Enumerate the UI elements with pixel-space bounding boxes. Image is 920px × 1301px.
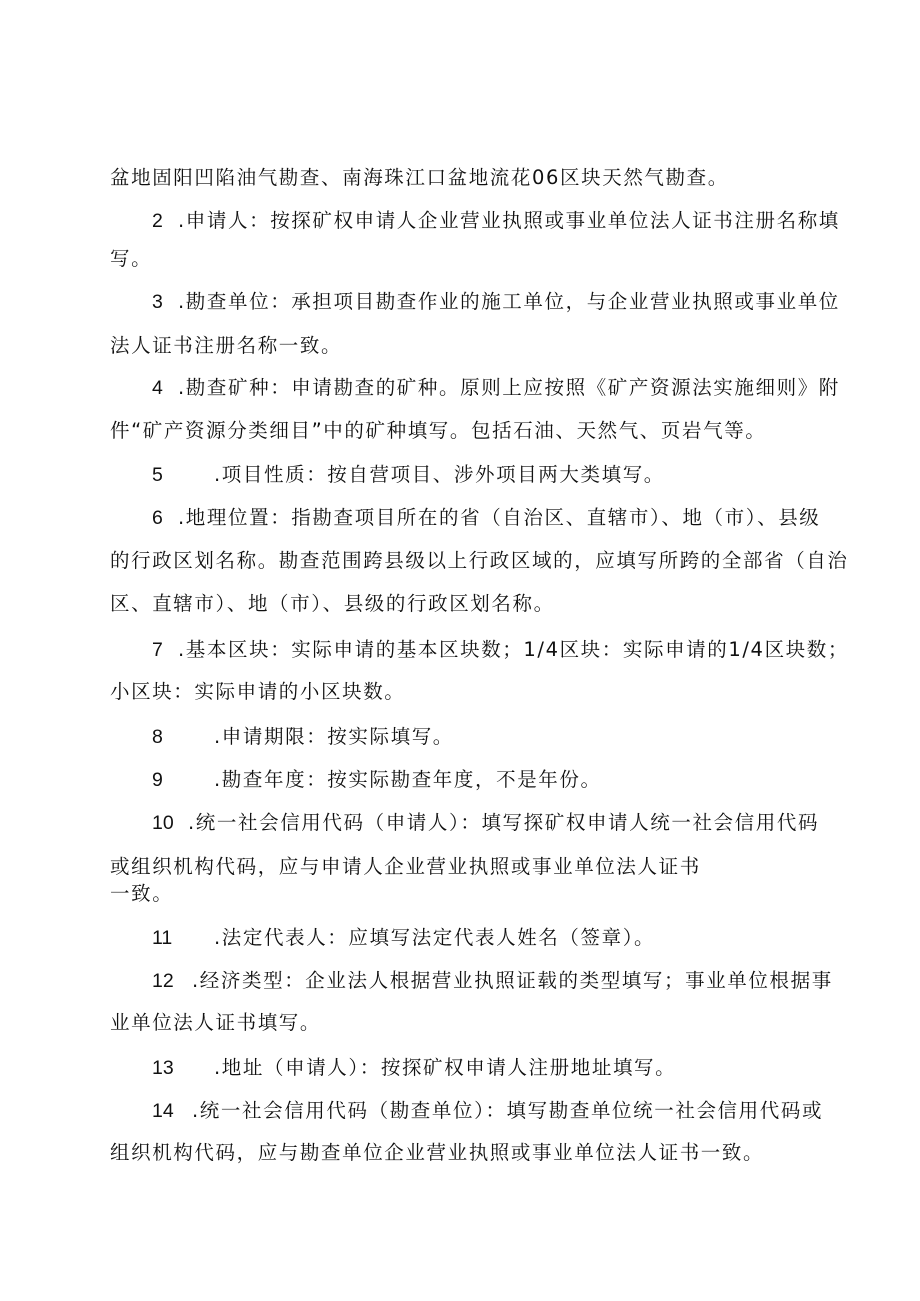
list-item-7	[152, 635, 849, 665]
text-line: 组织机构代码，应与勘查单位企业营业执照或事业单位法人证书一致。	[110, 1141, 765, 1164]
item-text: .申请期限：按实际填写。	[214, 725, 454, 748]
list-item-9	[152, 765, 602, 795]
list-item-10	[152, 808, 819, 838]
item-text: .基本区块：实际申请的基本区块数；1/4区块：实际申请的1/4区块数；	[178, 638, 849, 661]
list-item-12	[152, 966, 833, 996]
item-text: .地理位置：指勘查项目所在的省（自治区、直辖市）、地（市）、县级	[178, 506, 821, 529]
item-number: 11	[152, 927, 173, 949]
text-line: 一致。	[110, 882, 174, 905]
item-text: .勘查矿种：申请勘查的矿种。原则上应按照《矿产资源法实施细则》附	[178, 376, 840, 399]
list-item-4	[152, 373, 840, 403]
list-item-3	[152, 287, 840, 317]
item-text: .申请人：按探矿权申请人企业营业执照或事业单位法人证书注册名称填	[178, 209, 840, 232]
list-item-6	[152, 503, 820, 533]
item-text: .项目性质：按自营项目、涉外项目两大类填写。	[214, 463, 665, 486]
item-number: 7	[152, 639, 163, 661]
item-number: 9	[152, 769, 163, 791]
item-text: .勘查年度：按实际勘查年度，不是年份。	[214, 768, 602, 791]
item-text: .统一社会信用代码（申请人）：填写探矿权申请人统一社会信用代码	[188, 811, 820, 834]
item-number: 14	[152, 1100, 174, 1122]
text-line: 业单位法人证书填写。	[110, 1011, 322, 1034]
item-number: 8	[152, 726, 163, 748]
list-item-13	[152, 1053, 676, 1083]
item-number: 4	[152, 377, 163, 399]
item-number: 6	[152, 507, 163, 529]
list-item-2	[152, 206, 840, 236]
item-number: 12	[152, 970, 174, 992]
text-line: 写。	[110, 247, 153, 270]
item-text: .法定代表人：应填写法定代表人姓名（签章）。	[214, 926, 656, 949]
item-text: .统一社会信用代码（勘查单位）：填写勘查单位统一社会信用代码或	[192, 1099, 824, 1122]
list-item-5	[152, 460, 665, 490]
text-line: 件“矿产资源分类细目”中的矿种填写。包括石油、天然气、页岩气等。	[110, 419, 767, 442]
item-text: .经济类型：企业法人根据营业执照证载的类型填写；事业单位根据事	[192, 969, 833, 992]
list-item-11	[152, 923, 655, 953]
item-number: 13	[152, 1057, 174, 1079]
text-line: 或组织机构代码，应与申请人企业营业执照或事业单位法人证书	[110, 855, 701, 878]
text-line: 小区块：实际申请的小区块数。	[110, 680, 406, 703]
item-number: 5	[152, 464, 163, 486]
item-number: 10	[152, 812, 174, 834]
text-line: 盆地固阳凹陷油气勘查、南海珠江口盆地流花06区块天然气勘查。	[110, 166, 729, 189]
item-number: 3	[152, 291, 163, 313]
list-item-8	[152, 722, 454, 752]
text-line: 的行政区划名称。勘查范围跨县级以上行政区域的，应填写所跨的全部省（自治	[110, 549, 849, 572]
text-line: 法人证书注册名称一致。	[110, 334, 343, 357]
item-text: .勘查单位：承担项目勘查作业的施工单位，与企业营业执照或事业单位	[178, 290, 840, 313]
item-text: .地址（申请人）：按探矿权申请人注册地址填写。	[214, 1056, 677, 1079]
text-line: 区、直辖市）、地（市）、县级的行政区划名称。	[110, 592, 555, 615]
list-item-14	[152, 1096, 823, 1126]
item-number: 2	[152, 210, 163, 232]
